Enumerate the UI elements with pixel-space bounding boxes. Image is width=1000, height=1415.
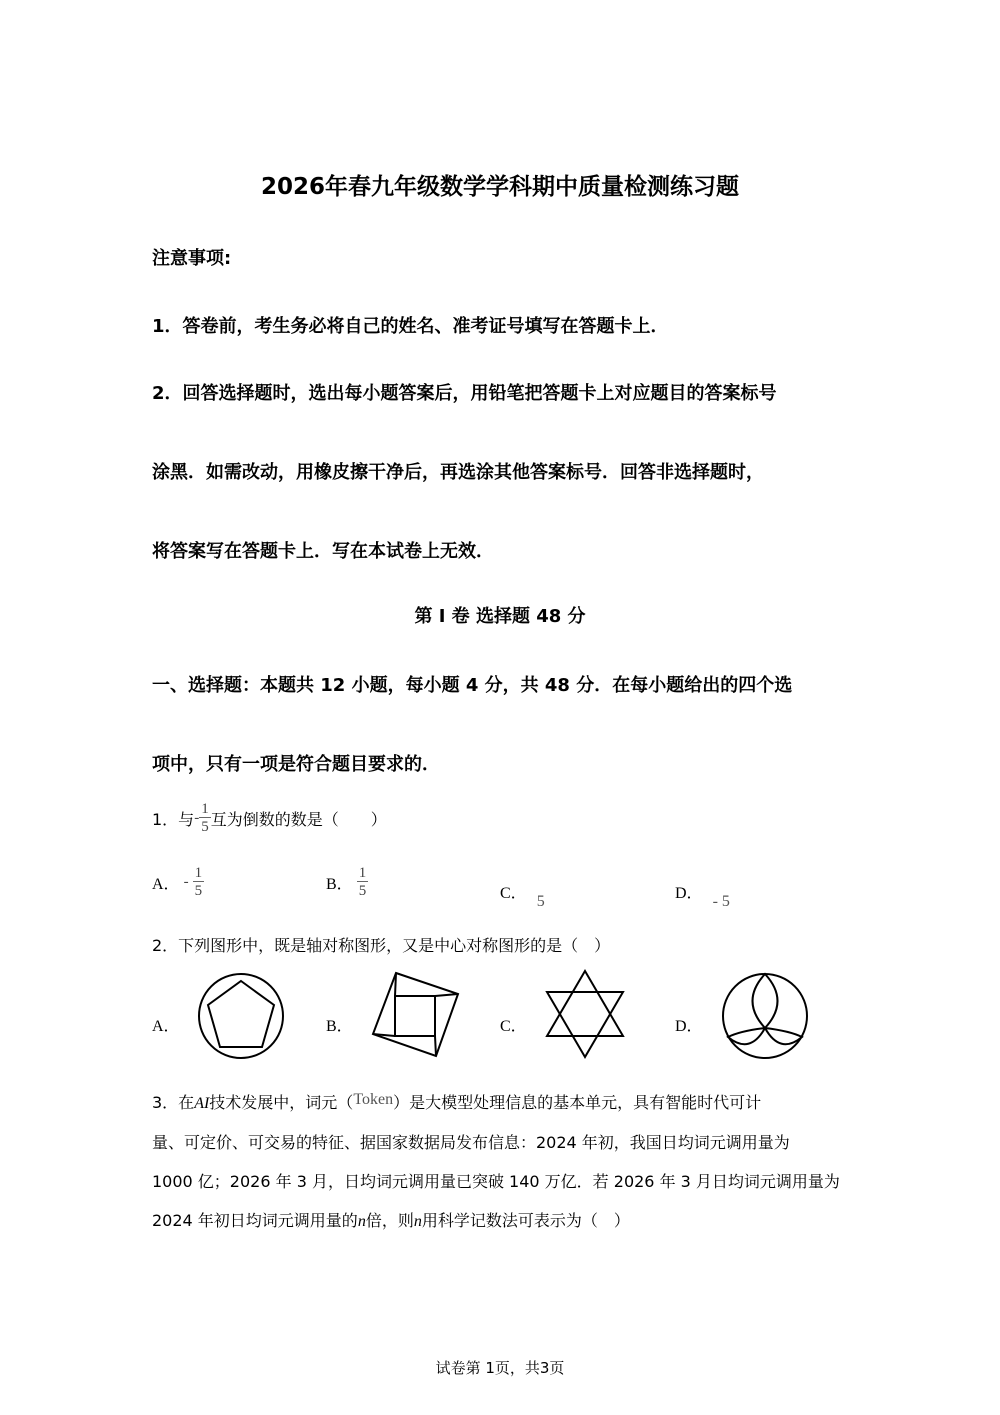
notice-item-1: 1．答卷前，考生务必将自己的姓名、准考证号填写在答题卡上． [152, 316, 669, 337]
section-intro-line-1: 一、选择题：本题共 12 小题，每小题 4 分，共 48 分．在每小题给出的四个选 [152, 675, 793, 696]
q1-option-b-fraction [357, 866, 369, 899]
question-1 [152, 802, 387, 835]
q1-fraction [199, 802, 211, 835]
q3-line1-a: 3．在 [152, 1093, 195, 1112]
pentagon-in-circle-icon [196, 971, 286, 1061]
notice-heading: 注意事项: [152, 248, 232, 269]
question-2: 2．下列图形中，既是轴对称图形，又是中心对称图形的是（ ） [152, 936, 611, 955]
q2-option-d-label: D． [675, 1018, 703, 1035]
question-3-line-4 [152, 1208, 630, 1231]
q1-option-d-value: - 5 [712, 893, 730, 910]
q1-option-c-label: C． [500, 885, 527, 902]
section-heading: 第 I 卷 选择题 48 分 [414, 606, 586, 627]
question-3-line-3: 1000 亿；2026 年 3 月，日均词元调用量已突破 140 万亿．若 2026 年 3 月日均词元调用量为 [152, 1172, 840, 1191]
hexagram-icon [543, 968, 627, 1060]
q1-minus: - [194, 810, 200, 826]
q1-option-b-label: B． [326, 876, 353, 893]
page-title: 2026年春九年级数学学科期中质量检测练习题 [260, 174, 739, 200]
q1-option-a-den: 5 [194, 883, 203, 899]
q1-option-d [675, 880, 730, 910]
q1-option-c-value: 5 [536, 893, 545, 910]
nested-squares-icon [370, 970, 462, 1060]
q1-option-a [152, 866, 204, 899]
question-3-line-2: 量、可定价、可交易的特征、据国家数据局发布信息：2024 年初，我国日均词元调用量为 [152, 1133, 790, 1152]
q1-option-a-label: A． [152, 876, 180, 893]
q1-option-b [326, 866, 368, 899]
q3-n-2: n [413, 1213, 422, 1230]
q1-prefix: 1．与 [152, 810, 195, 829]
page-footer: 试卷第 1页，共3页 [435, 1359, 565, 1377]
q3-line4-b: 倍，则 [365, 1211, 414, 1230]
q1-fraction-den: 5 [201, 819, 209, 835]
q1-fraction-num: 1 [201, 801, 209, 817]
notice-item-2-line-1: 2．回答选择题时，选出每小题答案后，用铅笔把答题卡上对应题目的答案标号 [152, 383, 777, 404]
q2-option-c-label: C． [500, 1018, 527, 1035]
q3-n-1: n [357, 1213, 366, 1230]
q3-line1-b: 技术发展中，词元（ [209, 1093, 354, 1112]
notice-item-2-line-2: 涂黑．如需改动，用橡皮擦干净后，再选涂其他答案标号．回答非选择题时， [152, 462, 764, 483]
q1-option-a-fraction [193, 866, 205, 899]
q3-line4-c: 用科学记数法可表示为（ ） [421, 1211, 630, 1230]
question-3-line-1 [152, 1090, 761, 1113]
q1-option-b-num: 1 [358, 865, 367, 881]
q3-token: Token [353, 1091, 394, 1108]
notice-item-2-line-3: 将答案写在答题卡上．写在本试卷上无效． [152, 541, 494, 562]
q1-option-b-den: 5 [358, 883, 367, 899]
q2-option-b-label: B． [326, 1018, 353, 1035]
q2-option-a-label: A． [152, 1018, 180, 1035]
section-intro-line-2: 项中，只有一项是符合题目要求的． [152, 754, 440, 775]
q3-line4-a: 2024 年初日均词元调用量的 [152, 1211, 358, 1230]
q1-option-d-label: D． [675, 885, 703, 902]
q3-ai: AI [194, 1095, 210, 1112]
circle-trefoil-icon [720, 971, 810, 1061]
q1-option-c [500, 880, 545, 910]
q1-suffix: 互为倒数的数是（ ） [210, 810, 387, 829]
q3-line1-c: ）是大模型处理信息的基本单元，具有智能时代可计 [393, 1093, 762, 1112]
q1-option-a-minus: - [183, 874, 189, 890]
q1-option-a-num: 1 [194, 865, 203, 881]
